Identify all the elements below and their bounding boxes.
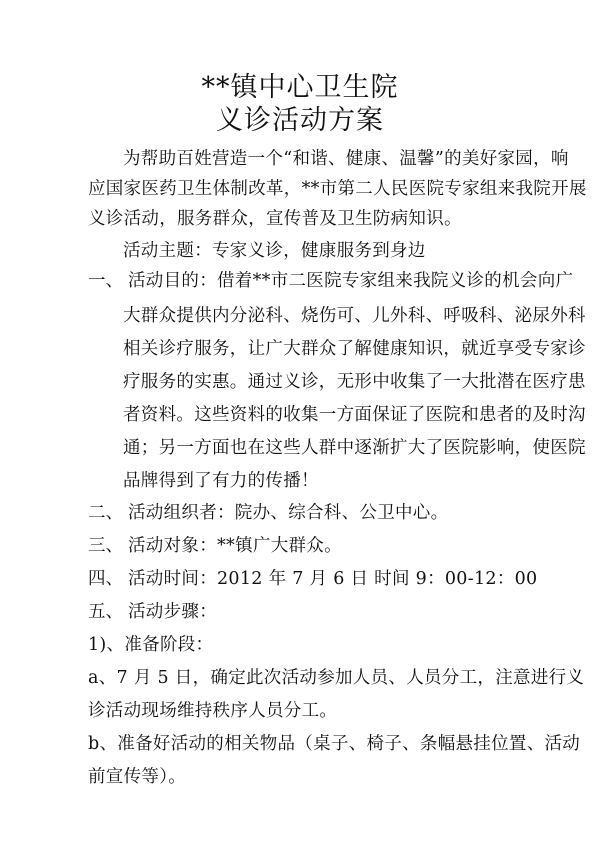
section-5-number: 五、 <box>88 602 123 622</box>
document-title-plan: 义诊活动方案 <box>216 105 384 136</box>
section-3-text: 活动对象：**镇广大群众。 <box>128 536 342 556</box>
item-b-line-2: 前宣传等）。 <box>88 767 187 787</box>
item-a-line-2: 诊活动现场维持秩序人员分工。 <box>88 701 338 721</box>
section-1-line-4: 疗服务的实惠。通过义诊，无形中收集了一大批潜在医疗患 <box>123 372 586 392</box>
document-title-hospital: **镇中心卫生院 <box>201 72 399 103</box>
section-2-text: 活动组织者：院办、综合科、公卫中心。 <box>128 503 449 523</box>
intro-line-1: 为帮助百姓营造一个“和谐、健康、温馨”的美好家园，响 <box>123 149 569 169</box>
section-1-line-7: 品牌得到了有力的传播！ <box>123 471 319 491</box>
section-1-number: 一、 <box>88 271 123 291</box>
item-a-line-1: a、7 月 5 日，确定此次活动参加人员、人员分工，注意进行义 <box>88 668 585 688</box>
section-3-number: 三、 <box>88 536 123 556</box>
activity-theme: 活动主题：专家义诊，健康服务到身边 <box>123 241 426 261</box>
section-2-number: 二、 <box>88 503 123 523</box>
section-1-line-1: 活动目的：借着**市二医院专家组来我院义诊的机会向广 <box>128 271 574 291</box>
section-4-number: 四、 <box>88 569 123 589</box>
intro-line-2: 应国家医药卫生体制改革，**市第二人民医院专家组来我院开展 <box>88 179 587 199</box>
intro-line-3: 义诊活动，服务群众，宣传普及卫生防病知识。 <box>88 209 462 229</box>
section-4-text: 活动时间：2012 年 7 月 6 日 时间 9：00-12：00 <box>128 569 538 589</box>
section-1-line-2: 大群众提供内分泌科、烧伤可、儿外科、呼吸科、泌尿外科 <box>123 306 586 326</box>
item-b-line-1: b、准备好活动的相关物品（桌子、椅子、条幅悬挂位置、活动 <box>88 734 581 754</box>
section-5-text: 活动步骤： <box>128 602 217 622</box>
step-1-title: 1)、准备阶段： <box>88 635 214 655</box>
section-1-line-3: 相关诊疗服务，让广大群众了解健康知识，就近享受专家诊 <box>123 339 586 359</box>
section-1-line-6: 通；另一方面也在这些人群中逐渐扩大了医院影响，使医院 <box>123 438 586 458</box>
section-1-line-5: 者资料。这些资料的收集一方面保证了医院和患者的及时沟 <box>123 405 586 425</box>
